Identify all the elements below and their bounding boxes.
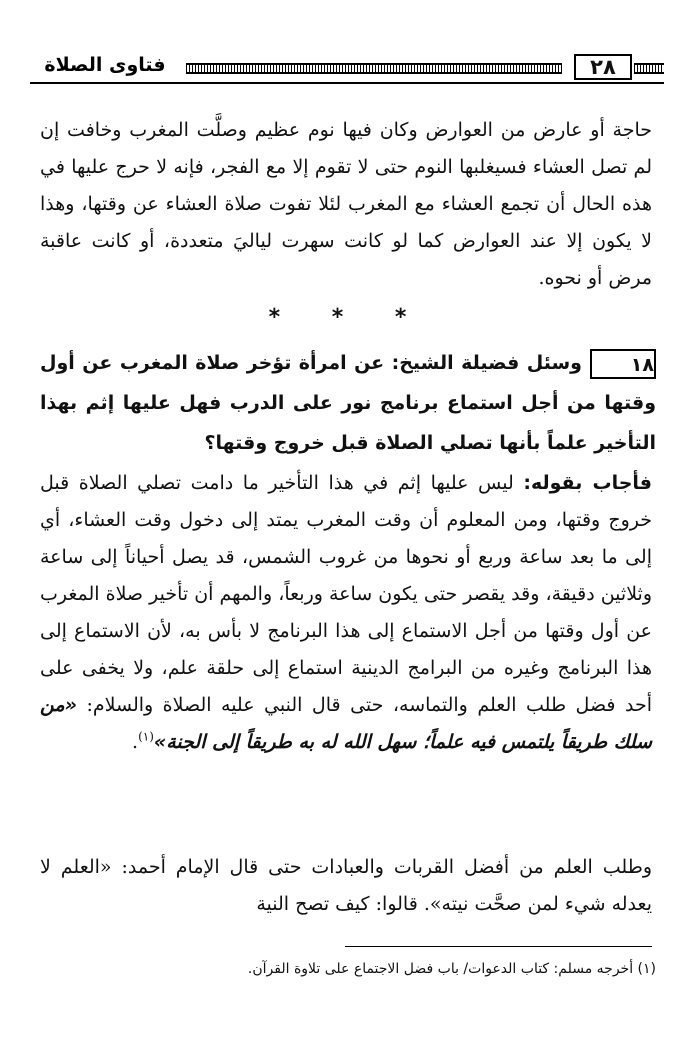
answer-lead: فأجاب بقوله: [523, 472, 652, 494]
question-text: وسئل فضيلة الشيخ: عن امرأة تؤخر صلاة المغرب عن أول وقتها من أجل استماع برنامج نور على الدرب فهل عليها إثم بهذا التأخير علماً بأنها تصلي الصلاة قبل خروج وقتها؟ [40, 352, 656, 454]
section-separator: * * * [268, 305, 429, 330]
header-ornament-rule-right [634, 63, 664, 74]
header-ornament-rule [186, 63, 562, 74]
header-divider [30, 82, 664, 84]
footnote-divider [345, 946, 652, 947]
page-number: ٢٨ [574, 54, 632, 80]
running-title: فتاوى الصلاة [44, 54, 166, 76]
paragraph-continued: حاجة أو عارض من العوارض وكان فيها نوم عظيم وصلَّت المغرب وخافت إن لم تصل العشاء فسيغلبها النوم حتى لا تقوم إلا مع الفجر، فإنه لا حرج عليها في هذه الحال أن تجمع العشاء مع المغرب لئلا تفوت صلاة العشاء عن وقتها، وهذا لا يكون إلا عند العوارض كما لو كانت سهرت لياليَ متعددة، أو كانت عاقبة مرض أو نحوه. [40, 119, 652, 289]
page-header [30, 52, 664, 86]
paragraph-next: وطلب العلم من أفضل القربات والعبادات حتى قال الإمام أحمد: «العلم لا يعدله شيء لمن صحَّت نيته». قالوا: كيف تصح النية [40, 856, 652, 915]
footnote-reference[interactable]: (١) [138, 729, 154, 744]
fatwa-answer [40, 465, 652, 761]
footnote: (١) أخرجه مسلم: كتاب الدعوات/ باب فضل الاجتماع على تلاوة القرآن. [247, 961, 656, 977]
answer-text: ليس عليها إثم في هذا التأخير ما دامت تصلي الصلاة قبل خروج وقتها، ومن المعلوم أن وقت المغرب يمتد إلى دخول وقت العشاء، أي إلى ما بعد ساعة وربع أو نحوها من غروب الشمس، قد يصل أحياناً إلى ساعة وثلاثين دقيقة، وقد يقصر حتى يكون ساعة وربعاً، والمهم أن تأخير صلاة المغرب عن أول وقتها من أجل الاستماع إلى هذا البرنامج لا بأس به، لأن الاستماع إلى هذا البرنامج وغيره من البرامج الدينية استماع إلى حلقة علم، ولا يخفى على أحد فضل طلب العلم والتماسه، حتى قال النبي عليه الصلاة والسلام: [40, 472, 652, 716]
hadith-quote: «من سلك طريقاً يلتمس فيه علماً؛ سهل الله له به طريقاً إلى الجنة» [40, 694, 652, 753]
fatwa-question [40, 343, 656, 463]
answer-end: . [132, 731, 139, 753]
question-number-box: ١٨ [590, 349, 656, 379]
